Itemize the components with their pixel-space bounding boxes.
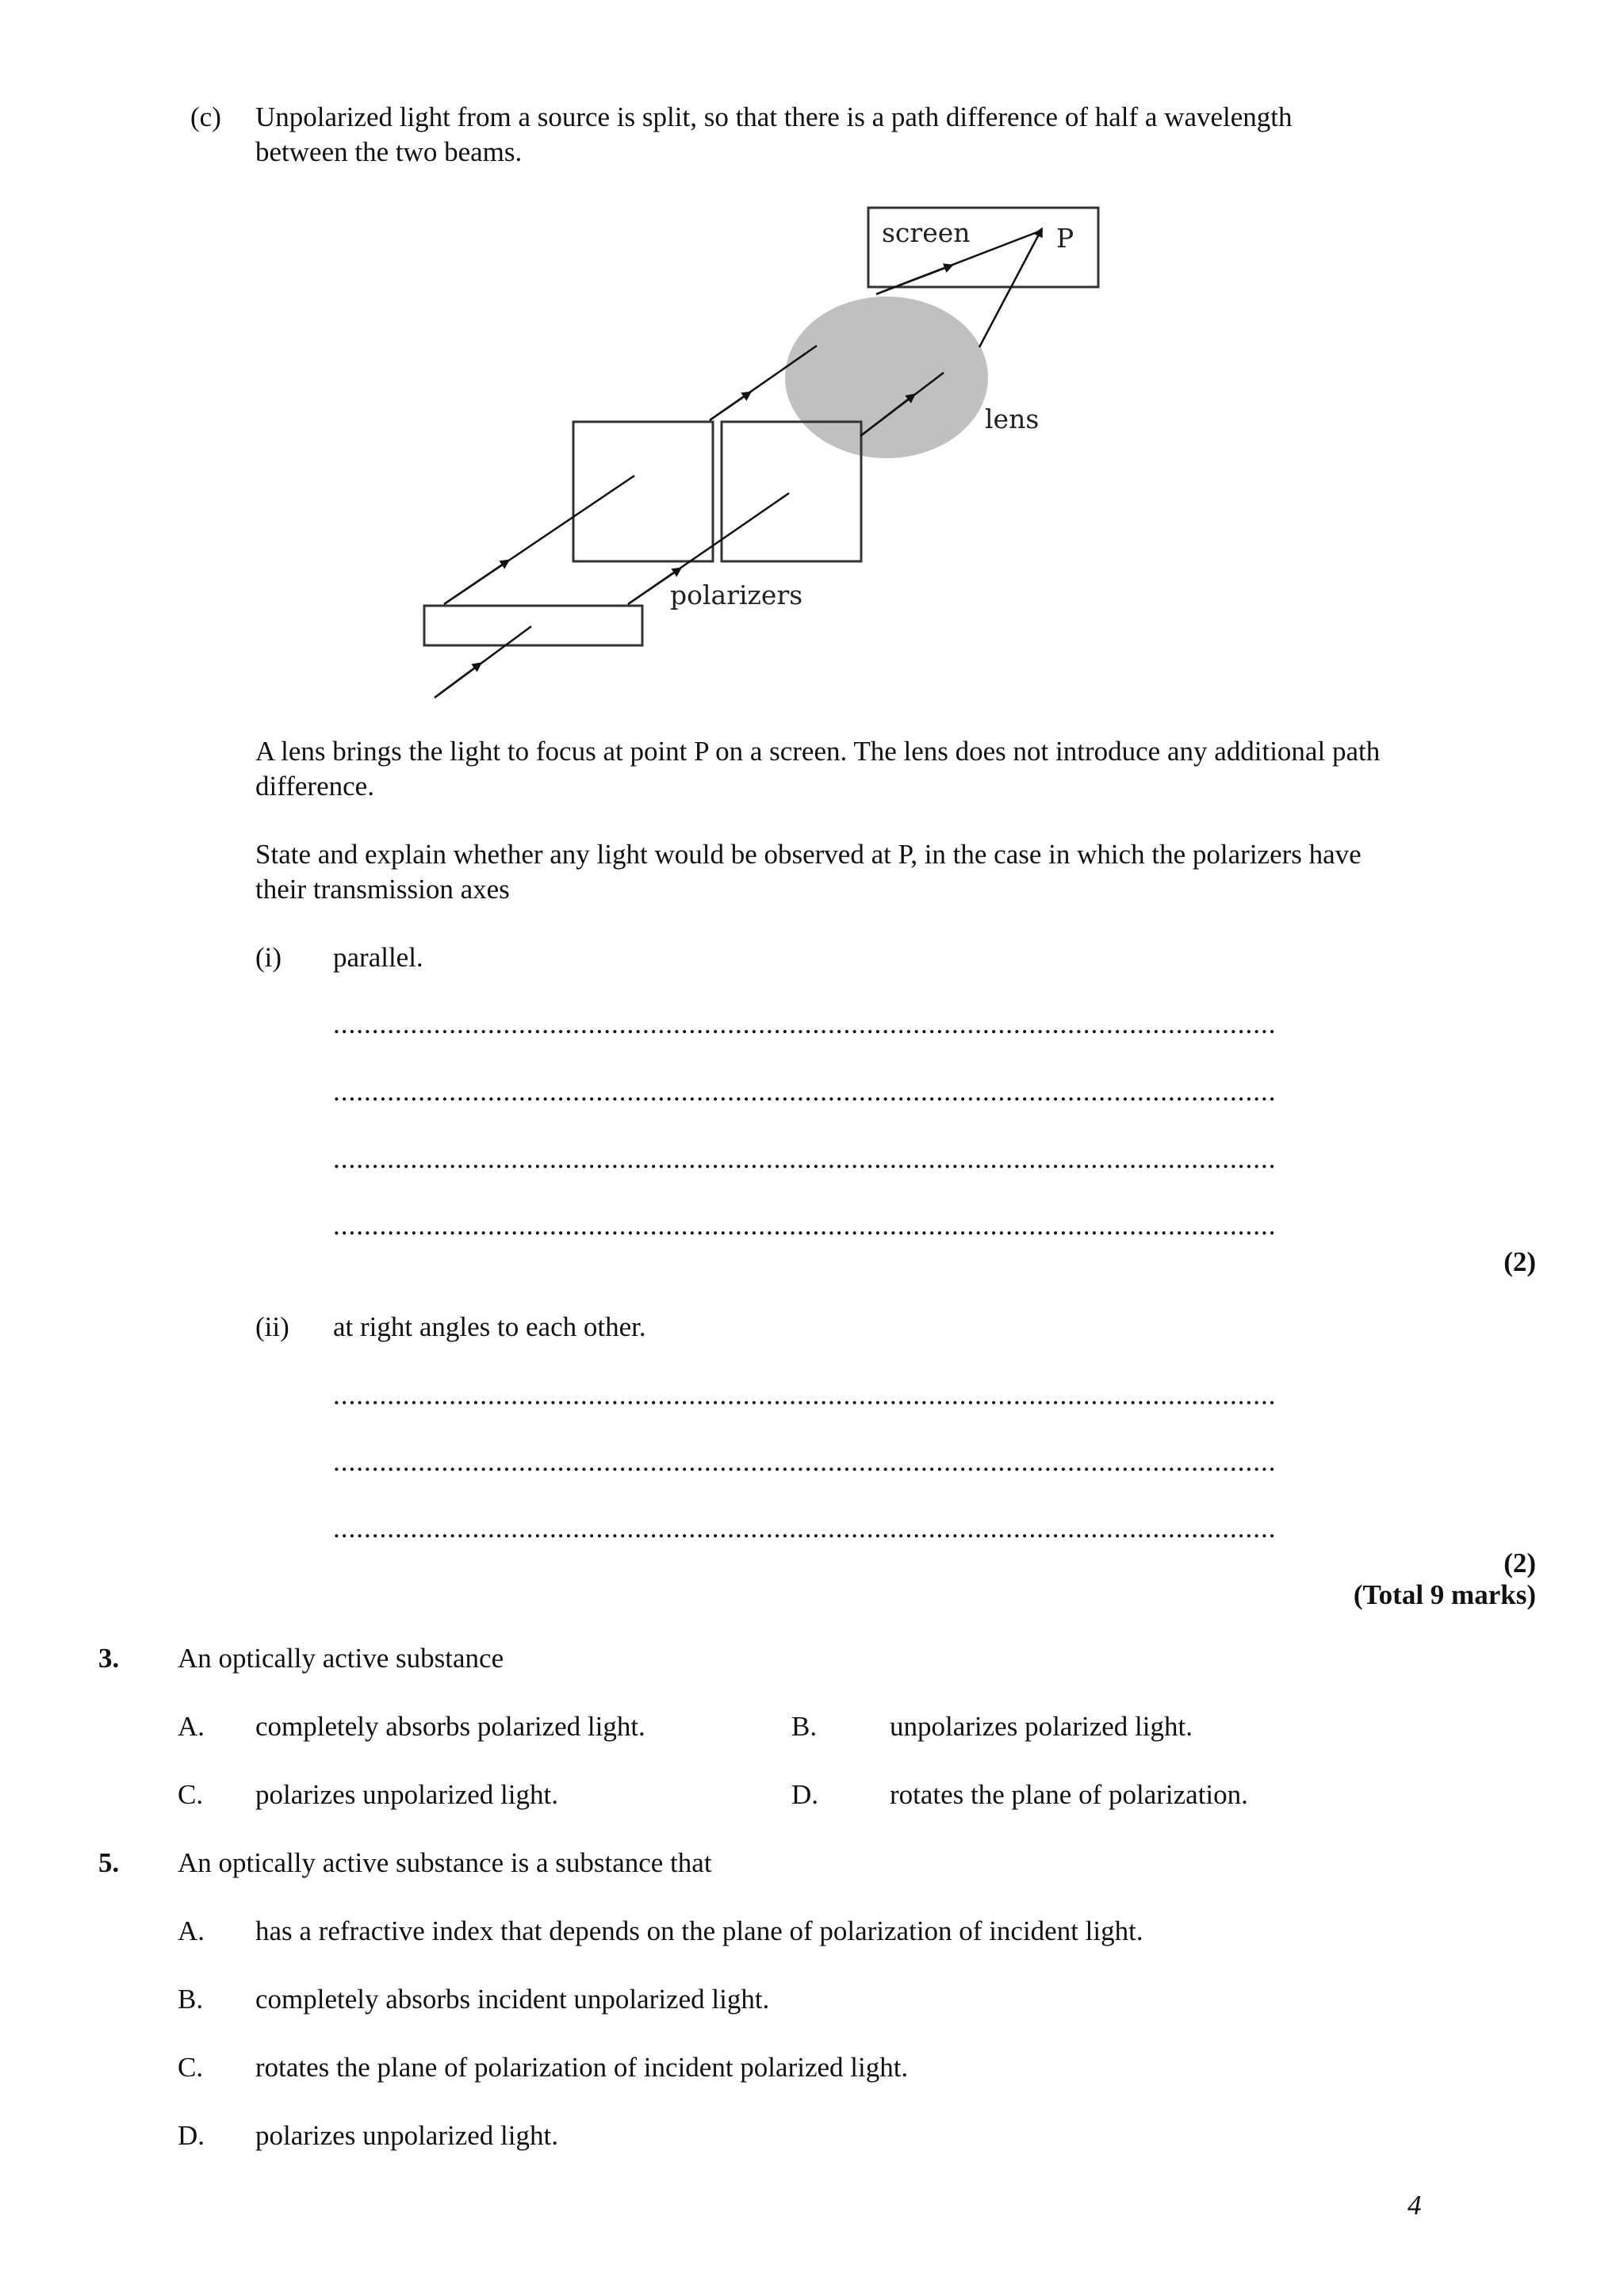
q5-option-a-label: A. bbox=[178, 1915, 205, 1946]
point-p-label: P bbox=[1056, 223, 1074, 254]
part-i-text: parallel. bbox=[333, 942, 423, 973]
polarizer-diagram bbox=[396, 198, 1142, 706]
q5-option-d-text[interactable]: polarizes unpolarized light. bbox=[255, 2120, 558, 2151]
q3-option-d-text[interactable]: rotates the plane of polarization. bbox=[890, 1779, 1248, 1810]
q5-option-c-label: C. bbox=[178, 2052, 204, 2083]
para1-line2: difference. bbox=[255, 771, 374, 802]
part-ii-mark: (2) bbox=[1503, 1548, 1536, 1578]
q3-option-b-label: B. bbox=[791, 1711, 818, 1742]
q5-option-d-label: D. bbox=[178, 2120, 205, 2151]
polarizer-left bbox=[573, 422, 713, 561]
q3-option-d-label: D. bbox=[791, 1779, 819, 1810]
answer-line[interactable]: .......................................................................................................................... bbox=[333, 1008, 1277, 1039]
q3-option-c-label: C. bbox=[178, 1779, 204, 1810]
screen-label: screen bbox=[882, 217, 971, 248]
q5-number: 5. bbox=[98, 1847, 120, 1878]
q3-option-a-label: A. bbox=[178, 1711, 205, 1742]
polarizers-label: polarizers bbox=[670, 580, 803, 610]
answer-line[interactable]: .......................................................................................................................... bbox=[333, 1446, 1277, 1477]
part-i-mark: (2) bbox=[1503, 1246, 1536, 1277]
part-i-label: (i) bbox=[255, 942, 282, 973]
question-c-label: (c) bbox=[190, 101, 221, 132]
answer-line[interactable]: .......................................................................................................................... bbox=[333, 1513, 1277, 1544]
q3-option-c-text[interactable]: polarizes unpolarized light. bbox=[255, 1779, 558, 1810]
answer-line[interactable]: .......................................................................................................................... bbox=[333, 1076, 1277, 1107]
lens-label: lens bbox=[985, 404, 1040, 434]
q5-option-b-text[interactable]: completely absorbs incident unpolarized light. bbox=[255, 1984, 770, 2015]
page-number: 4 bbox=[1408, 2190, 1422, 2221]
q5-option-c-text[interactable]: rotates the plane of polarization of incident polarized light. bbox=[255, 2052, 909, 2083]
q3-number: 3. bbox=[98, 1643, 120, 1674]
answer-line[interactable]: .......................................................................................................................... bbox=[333, 1143, 1277, 1174]
q3-option-a-text[interactable]: completely absorbs polarized light. bbox=[255, 1711, 645, 1742]
q5-stem: An optically active substance is a substance that bbox=[178, 1847, 712, 1878]
para2-line1: State and explain whether any light would be observed at P, in the case in which the polarizers have bbox=[255, 839, 1362, 870]
para1-line1: A lens brings the light to focus at point P on a screen. The lens does not introduce any additional path bbox=[255, 736, 1381, 767]
q3-option-b-text[interactable]: unpolarizes polarized light. bbox=[890, 1711, 1193, 1742]
total-marks: (Total 9 marks) bbox=[1353, 1579, 1536, 1610]
beam-splitter bbox=[424, 606, 642, 645]
part-ii-label: (ii) bbox=[255, 1311, 289, 1342]
q5-option-a-text[interactable]: has a refractive index that depends on the plane of polarization of incident light. bbox=[255, 1915, 1143, 1946]
answer-line[interactable]: .......................................................................................................................... bbox=[333, 1210, 1277, 1241]
answer-line[interactable]: .......................................................................................................................... bbox=[333, 1380, 1277, 1410]
q5-option-b-label: B. bbox=[178, 1984, 204, 2015]
question-c-text-line1: Unpolarized light from a source is split, so that there is a path difference of half a wavelength bbox=[255, 101, 1293, 132]
question-c-text-line2: between the two beams. bbox=[255, 136, 523, 167]
part-ii-text: at right angles to each other. bbox=[333, 1311, 646, 1342]
q3-stem: An optically active substance bbox=[178, 1643, 504, 1674]
para2-line2: their transmission axes bbox=[255, 874, 510, 905]
lens-shape bbox=[785, 297, 988, 458]
